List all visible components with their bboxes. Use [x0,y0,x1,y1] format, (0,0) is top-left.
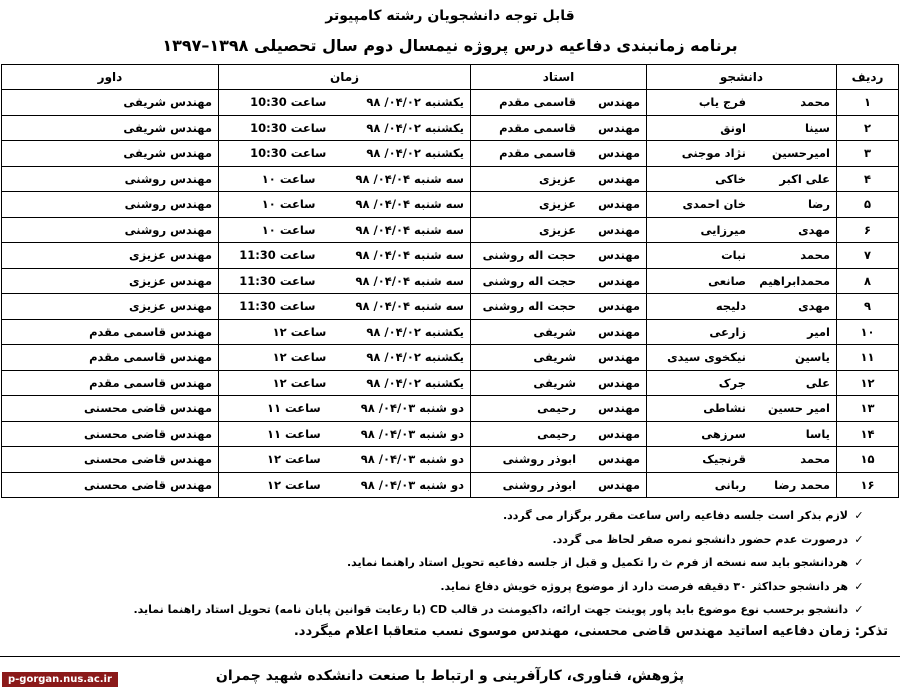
row-number: ۱۳ [837,396,899,422]
student-first-name: محمدابراهیم [759,273,830,288]
professor-title: مهندس [598,146,640,161]
student-first-name: امیر حسین [768,401,830,416]
professor-cell [471,192,647,218]
defense-date: یکشنبه ۰۴/۰۲/ ۹۸ [366,324,464,339]
table-row [2,472,899,498]
note-item [10,575,870,599]
time-cell [219,319,471,345]
student-last-name: زارعی [709,324,746,339]
table-row [2,141,899,167]
student-first-name: یاسین [795,350,830,365]
defense-hour: ساعت 11:30 [239,248,316,263]
professor-title: مهندس [598,120,640,135]
student-cell [647,268,837,294]
table-row [2,166,899,192]
footer-text: پژوهش، فناوری، کارآفرینی و ارتباط با صنعت دانشکده شهید چمران [215,668,685,684]
row-number: ۹ [837,294,899,320]
student-cell [647,447,837,473]
student-cell [647,345,837,371]
col-header-student: دانشجو [647,65,837,90]
table-row [2,447,899,473]
time-cell [219,396,471,422]
student-last-name: خاکی [715,171,746,186]
defense-date: سه شنبه ۰۴/۰۴/ ۹۸ [355,171,464,186]
professor-title: مهندس [598,401,640,416]
defense-hour: ساعت ۱۲ [272,324,327,339]
check-icon: ✓ [854,532,864,546]
check-icon: ✓ [854,556,864,570]
note-item [10,598,870,622]
row-number: ۴ [837,166,899,192]
professor-title: مهندس [598,273,640,288]
professor-name: شریفی [533,324,577,339]
professor-name: عزیزی [539,222,577,237]
row-number: ۱۴ [837,421,899,447]
professor-cell [471,345,647,371]
professor-name: قاسمی مقدم [499,146,577,161]
professor-title: مهندس [598,477,640,492]
defense-date: دو شنبه ۰۴/۰۳/ ۹۸ [360,477,464,492]
check-icon: ✓ [854,509,864,522]
professor-name: حجت اله روشنی [482,273,577,288]
judge-cell: مهندس عزیزی [2,268,219,294]
time-cell [219,268,471,294]
table-row [2,396,899,422]
time-cell [219,115,471,141]
row-number: ۱۶ [837,472,899,498]
professor-name: شریفی [533,375,577,390]
row-number: ۱۲ [837,370,899,396]
table-row [2,294,899,320]
defense-hour: ساعت 11:30 [239,273,316,288]
table-row [2,243,899,269]
judge-cell: مهندس قاسمی مقدم [2,345,219,371]
student-cell [647,319,837,345]
row-number: ۸ [837,268,899,294]
student-cell [647,115,837,141]
defense-hour: ساعت ۱۱ [267,401,321,416]
student-cell [647,141,837,167]
note-text: لازم بذکر است جلسه دفاعیه راس ساعت مقرر برگزار می گردد. [502,509,848,522]
professor-cell [471,268,647,294]
professor-cell [471,370,647,396]
professor-name: قاسمی مقدم [499,95,577,110]
professor-title: مهندس [598,95,640,110]
col-header-judge: داور [2,65,219,90]
defense-hour: ساعت 11:30 [239,299,316,314]
judge-cell: مهندس شریفی [2,141,219,167]
col-header-time: زمان [219,65,471,90]
time-cell [219,141,471,167]
time-cell [219,294,471,320]
table-row [2,421,899,447]
student-last-name: نژاد موجنی [681,146,746,161]
student-cell [647,90,837,116]
student-last-name: ربانی [714,477,746,492]
table-row [2,345,899,371]
defense-hour: ساعت ۱۲ [272,375,327,390]
student-cell [647,217,837,243]
defense-date: دو شنبه ۰۴/۰۳/ ۹۸ [360,401,464,416]
professor-cell [471,166,647,192]
defense-hour: ساعت ۱۰ [261,197,316,212]
student-first-name: مهدی [798,222,830,237]
student-cell [647,472,837,498]
note-text: دانشجو برحسب نوع موضوع باید پاور پوینت جهت ارائه، داکیومنت در قالب CD (با رعایت قوانین پایان نامه) تحویل استاد راهنما نماید. [133,603,848,617]
professor-title: مهندس [598,324,640,339]
check-icon: ✓ [854,603,864,617]
defense-date: سه شنبه ۰۴/۰۴/ ۹۸ [355,273,464,288]
professor-cell [471,294,647,320]
professor-cell [471,90,647,116]
student-first-name: محمد [800,248,830,263]
schedule-table [1,64,899,498]
judge-cell: مهندس شریفی [2,90,219,116]
row-number: ۱۵ [837,447,899,473]
judge-cell: مهندس شریفی [2,115,219,141]
student-cell [647,243,837,269]
professor-cell [471,217,647,243]
judge-cell: مهندس روشنی [2,166,219,192]
row-number: ۷ [837,243,899,269]
defense-date: سه شنبه ۰۴/۰۴/ ۹۸ [355,299,464,314]
table-row [2,192,899,218]
row-number: ۲ [837,115,899,141]
student-first-name: امیر [807,324,830,339]
row-number: ۵ [837,192,899,218]
student-cell [647,166,837,192]
defense-hour: ساعت 10:30 [250,120,327,135]
student-last-name: خان احمدی [682,197,746,212]
note-item [10,528,870,552]
professor-title: مهندس [598,426,640,441]
professor-name: رحیمی [537,401,577,416]
defense-date: سه شنبه ۰۴/۰۴/ ۹۸ [355,197,464,212]
defense-date: یکشنبه ۰۴/۰۲/ ۹۸ [366,375,464,390]
time-cell [219,472,471,498]
judge-cell: مهندس روشنی [2,217,219,243]
defense-date: یکشنبه ۰۴/۰۲/ ۹۸ [366,95,464,110]
professor-name: حجت اله روشنی [482,248,577,263]
student-first-name: علی اکبر [779,171,830,186]
student-last-name: فرج یاب [698,95,746,110]
professor-name: شریفی [533,350,577,365]
defense-date: یکشنبه ۰۴/۰۲/ ۹۸ [366,146,464,161]
judge-cell: مهندس عزیزی [2,294,219,320]
defense-hour: ساعت ۱۰ [261,171,316,186]
student-first-name: محمد [800,95,830,110]
professor-title: مهندس [598,171,640,186]
professor-cell [471,396,647,422]
professor-title: مهندس [598,375,640,390]
student-cell [647,192,837,218]
student-last-name: سرزهی [701,426,746,441]
professor-cell [471,243,647,269]
judge-cell: مهندس قاسمی مقدم [2,319,219,345]
professor-cell [471,447,647,473]
table-row [2,268,899,294]
student-first-name: یاسا [805,426,830,441]
footer-divider [0,656,900,657]
student-first-name: مهدی [798,299,830,314]
professor-cell [471,421,647,447]
defense-hour: ساعت ۱۲ [267,452,321,467]
row-number: ۶ [837,217,899,243]
note-text: درصورت عدم حضور دانشجو نمره صفر لحاظ می گردد. [552,532,848,546]
student-last-name: نشاطی [703,401,746,416]
judge-cell: مهندس قاسمی مقدم [2,370,219,396]
professor-title: مهندس [598,452,640,467]
judge-cell: مهندس عزیزی [2,243,219,269]
time-cell [219,447,471,473]
professor-title: مهندس [598,248,640,263]
defense-date: سه شنبه ۰۴/۰۴/ ۹۸ [355,222,464,237]
professor-name: ابوذر روشنی [502,452,577,467]
defense-date: سه شنبه ۰۴/۰۴/ ۹۸ [355,248,464,263]
notes-list [10,504,870,622]
student-first-name: محمد [800,452,830,467]
student-last-name: نیکخوی سیدی [667,350,746,365]
professor-title: مهندس [598,222,640,237]
student-last-name: جرک [718,375,746,390]
student-last-name: نبات [721,248,746,263]
row-number: ۱۱ [837,345,899,371]
time-cell [219,243,471,269]
col-header-row: ردیف [837,65,899,90]
row-number: ۳ [837,141,899,167]
professor-name: عزیزی [539,171,577,186]
professor-cell [471,141,647,167]
professor-cell [471,319,647,345]
defense-hour: ساعت ۱۱ [267,426,321,441]
page-title: برنامه زمانبندی دفاعیه درس پروژه نیمسال دوم سال تحصیلی ۱۳۹۸–۱۳۹۷ [162,36,738,55]
student-last-name: دلیجه [715,299,746,314]
defense-date: یکشنبه ۰۴/۰۲/ ۹۸ [366,350,464,365]
table-row [2,217,899,243]
professor-title: مهندس [598,197,640,212]
judge-cell: مهندس روشنی [2,192,219,218]
time-cell [219,217,471,243]
professor-cell [471,472,647,498]
defense-hour: ساعت 10:30 [250,95,327,110]
defense-hour: ساعت 10:30 [250,146,327,161]
student-cell [647,421,837,447]
col-header-professor: استاد [471,65,647,90]
professor-name: قاسمی مقدم [499,120,577,135]
student-first-name: سینا [804,120,830,135]
judge-cell: مهندس قاضی محسنی [2,421,219,447]
defense-hour: ساعت ۱۲ [267,477,321,492]
judge-cell: مهندس قاضی محسنی [2,447,219,473]
defense-hour: ساعت ۱۲ [272,350,327,365]
row-number: ۱ [837,90,899,116]
time-cell [219,192,471,218]
student-first-name: علی [805,375,830,390]
professor-title: مهندس [598,350,640,365]
student-cell [647,370,837,396]
professor-name: حجت اله روشنی [482,299,577,314]
check-icon: ✓ [854,579,864,593]
time-cell [219,90,471,116]
student-cell [647,294,837,320]
professor-name: ابوذر روشنی [502,477,577,492]
time-cell [219,345,471,371]
time-cell [219,421,471,447]
student-last-name: صانعی [708,273,746,288]
row-number: ۱۰ [837,319,899,345]
defense-date: دو شنبه ۰۴/۰۳/ ۹۸ [360,426,464,441]
note-text: هر دانشجو حداکثر ۳۰ دقیقه فرصت دارد از موضوع پروژه خویش دفاع نماید. [440,579,848,593]
professor-title: مهندس [598,299,640,314]
notice-heading: قابل توجه دانشجویان رشته کامپیوتر [325,8,575,24]
student-first-name: امیرحسین [772,146,830,161]
student-last-name: میرزایی [700,222,746,237]
defense-date: یکشنبه ۰۴/۰۲/ ۹۸ [366,120,464,135]
note-item [10,551,870,575]
professor-name: رحیمی [537,426,577,441]
table-row [2,115,899,141]
defense-date: دو شنبه ۰۴/۰۳/ ۹۸ [360,452,464,467]
professor-cell [471,115,647,141]
judge-cell: مهندس قاضی محسنی [2,472,219,498]
professor-name: عزیزی [539,197,577,212]
table-row [2,370,899,396]
student-first-name: رضا [807,197,830,212]
student-last-name: قرنجیک [702,452,746,467]
note-item [10,504,870,528]
time-cell [219,166,471,192]
student-first-name: محمد رضا [774,477,830,492]
table-header-row [2,65,899,90]
note-text: هردانشجو باید سه نسخه از فرم ث را تکمیل و قبل از جلسه دفاعیه تحویل استاد راهنما نماید. [346,556,848,570]
student-last-name: اونق [720,120,746,135]
site-logo: p-gorgan.nus.ac.ir [2,672,118,687]
table-row [2,90,899,116]
remark-text: تذکر: زمان دفاعیه اساتید مهندس قاضی محسنی، مهندس موسوی نسب متعاقبا اعلام میگردد. [293,624,888,639]
judge-cell: مهندس قاضی محسنی [2,396,219,422]
table-row [2,319,899,345]
student-cell [647,396,837,422]
time-cell [219,370,471,396]
defense-hour: ساعت ۱۰ [261,222,316,237]
